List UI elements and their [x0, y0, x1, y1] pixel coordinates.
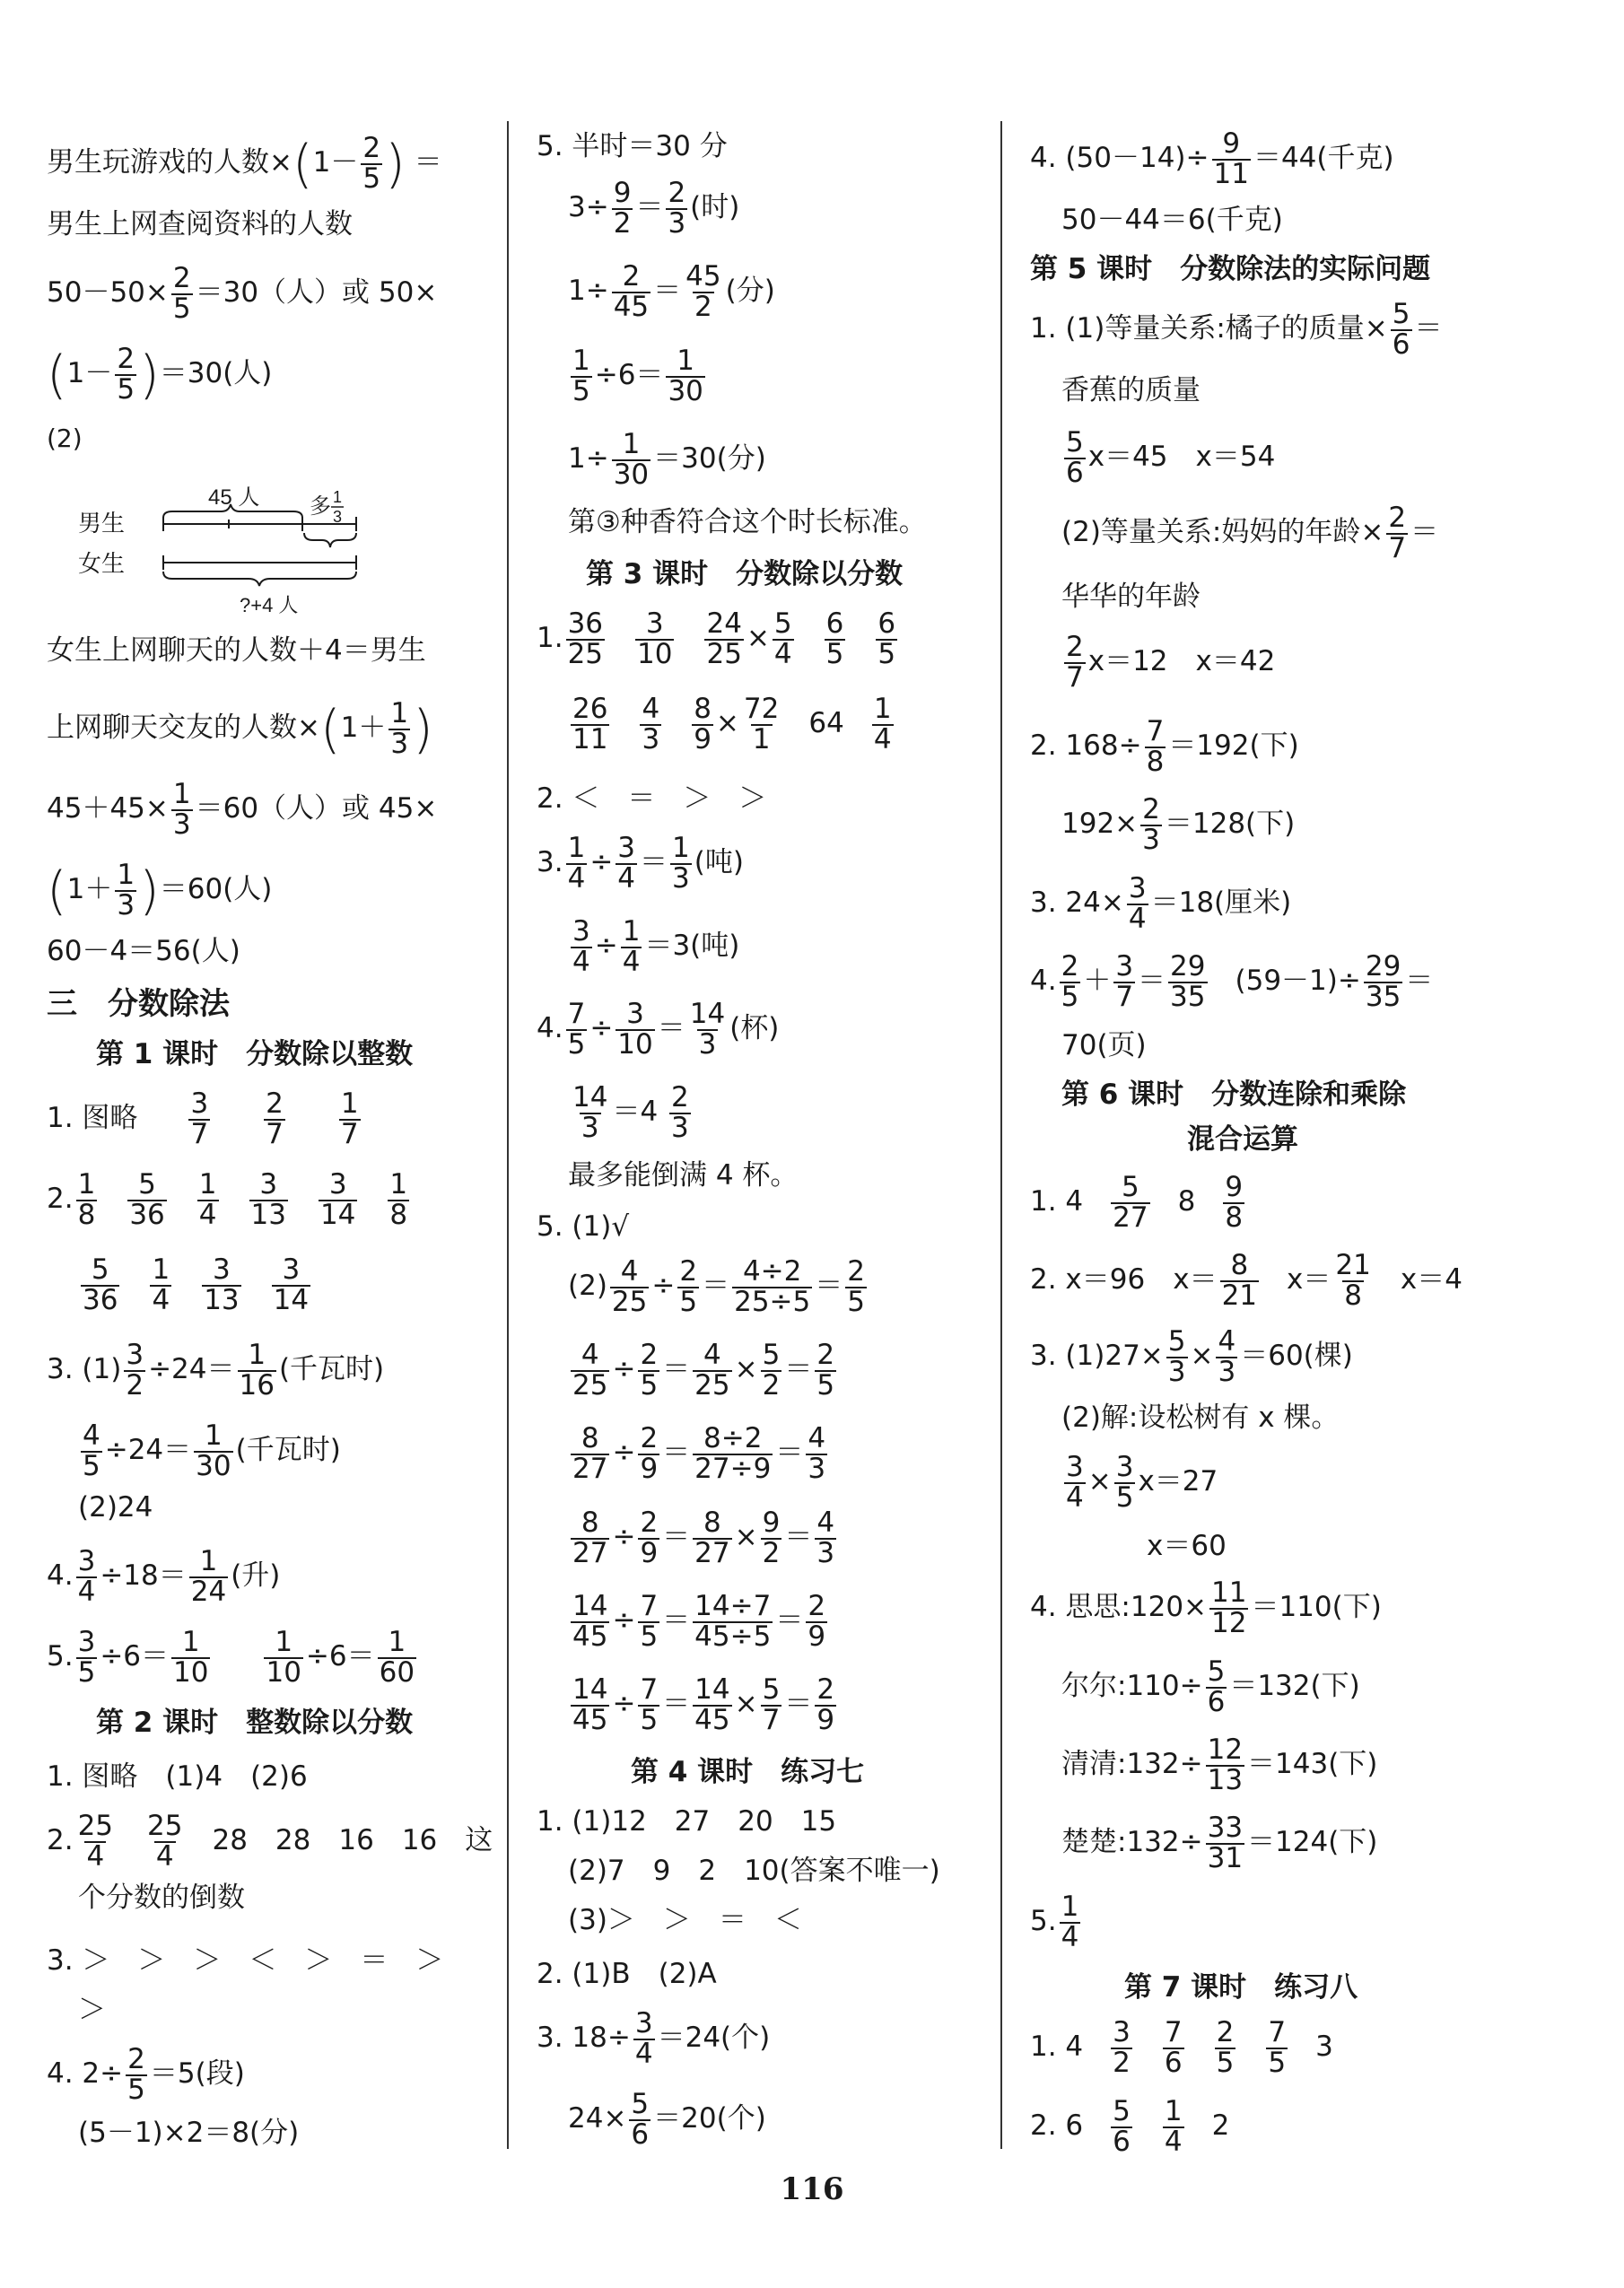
answer-line: 1. $\frac{36}{25}$ $\frac{3}{10}$ $\frac{24}{25}$ × $\frac{5}{4}$ $\frac{6}{5}$ $\frac{6}{5}$: [537, 607, 896, 670]
answer-line: $\frac{1}{5}$ ÷6＝ $\frac{1}{30}$: [572, 345, 703, 407]
answer-line: (5－1)×2＝8(分): [78, 2117, 300, 2149]
answer-line: $\frac{8}{27}$ ÷ $\frac{2}{9}$ ＝ $\frac{8}{27}$ × $\frac{9}{2}$ ＝ $\frac{4}{3}$: [572, 1506, 835, 1569]
svg-text:3: 3: [333, 508, 343, 526]
answer-line: 2. $\frac{25}{4}$ $\frac{25}{4}$ 28 28 16 16 这: [47, 1810, 493, 1873]
answer-line: 楚楚:132÷ $\frac{33}{31}$ ＝124(下): [1061, 1812, 1378, 1874]
answer-line: $\frac{3}{4}$ ÷ $\frac{1}{4}$ ＝3(吨): [572, 915, 740, 978]
answer-line: 2. ＜ ＝ ＞ ＞: [537, 782, 767, 815]
answer-line: 3. (1)27× $\frac{5}{3}$ × $\frac{4}{3}$ ＝60(棵): [1030, 1325, 1353, 1388]
diagram-top-label: 45 人: [208, 485, 260, 510]
answer-line: 1. 图略 $\frac{3}{7}$ $\frac{2}{7}$ $\frac{1}{7}$: [47, 1087, 359, 1150]
answer-line: (2)7 9 2 10(答案不唯一): [568, 1855, 940, 1887]
answer-line: (3)＞ ＞ ＝ ＜: [568, 1904, 802, 1936]
answer-line: 上网聊天交友的人数×(1＋ $\frac{1}{3}$ ): [47, 697, 433, 760]
answer-line: 2. 168÷ $\frac{7}{8}$ ＝192(下): [1030, 715, 1299, 778]
answer-line: 5. $\frac{1}{4}$: [1030, 1891, 1079, 1953]
answer-line: $\frac{26}{11}$ $\frac{4}{3}$ $\frac{8}{9}$ × $\frac{72}{1}$ 64 $\frac{1}{4}$: [572, 693, 892, 755]
answer-line: 1. 4 $\frac{3}{2}$ $\frac{7}{6}$ $\frac{2}{5}$ $\frac{7}{5}$ 3: [1030, 2016, 1333, 2079]
answer-line: 2. 6 $\frac{5}{6}$ $\frac{1}{4}$ 2: [1030, 2095, 1230, 2158]
answer-line: 70(页): [1061, 1029, 1147, 1061]
diagram-bottom-label: ?+4 人: [240, 594, 299, 616]
answer-line: 清清:132÷ $\frac{12}{13}$ ＝143(下): [1061, 1733, 1378, 1796]
answer-line: 香蕉的质量: [1061, 374, 1201, 406]
answer-line: 最多能倒满 4 杯。: [568, 1159, 799, 1192]
answer-line: (1－ $\frac{2}{5}$ )＝30(人): [47, 343, 273, 406]
answer-line: 华华的年龄: [1061, 581, 1201, 613]
diagram-more-label: 多: [310, 494, 331, 519]
answer-line: $\frac{14}{45}$ ÷ $\frac{7}{5}$ ＝ $\frac{14\div 7}{45\div 5}$ ＝ $\frac{2}{9}$: [572, 1590, 826, 1653]
answer-line: 4. 2÷ $\frac{2}{5}$ ＝5(段): [47, 2043, 245, 2106]
answer-line: 2. x＝96 x＝ $\frac{8}{21}$ x＝ $\frac{21}{8}$ x＝4: [1030, 1249, 1462, 1312]
answer-line: $\frac{5}{6}$ x＝45 x＝54: [1066, 426, 1276, 489]
answer-line: 4. (50－14)÷ $\frac{9}{11}$ ＝44(千克): [1030, 127, 1394, 190]
answer-line: 3÷ $\frac{9}{2}$ ＝ $\frac{2}{3}$ (时): [568, 177, 740, 240]
segment-diagram: [78, 477, 491, 621]
answer-line: 女生上网聊天的人数＋4＝男生: [47, 634, 426, 667]
answer-line: 4. $\frac{3}{4}$ ÷18＝ $\frac{1}{24}$ (升): [47, 1545, 281, 1608]
answer-line: 1÷ $\frac{2}{45}$ ＝ $\frac{45}{2}$ (分): [568, 260, 775, 323]
column-divider-left: [507, 121, 509, 2149]
answer-line: ＞: [78, 1994, 106, 2026]
answer-line: 60－4＝56(人): [47, 935, 240, 967]
answer-line: 3. $\frac{1}{4}$ ÷ $\frac{3}{4}$ ＝ $\frac{1}{3}$ (吨): [537, 832, 744, 895]
answer-line: 1. (1)等量关系:橘子的质量× $\frac{5}{6}$ ＝: [1030, 298, 1443, 361]
lesson-title: 第 4 课时 练习七: [631, 1756, 865, 1788]
page-number: 116: [780, 2171, 844, 2207]
answer-line: 个分数的倒数: [78, 1882, 245, 1914]
answer-line: 3. ＞ ＞ ＞ ＜ ＞ ＝ ＞: [47, 1944, 444, 1977]
column-divider-right: [1000, 121, 1002, 2149]
diagram-boy-label: 男生: [78, 510, 126, 537]
answer-line: 4. 思思:120× $\frac{11}{12}$ ＝110(下): [1030, 1576, 1382, 1639]
answer-line: 尔尔:110÷ $\frac{5}{6}$ ＝132(下): [1061, 1655, 1360, 1718]
answer-line: 1. (1)12 27 20 15: [537, 1805, 837, 1838]
answer-line: (2): [47, 424, 83, 453]
answer-line: 50－44＝6(千克): [1061, 204, 1283, 236]
answer-line: 1. 图略 (1)4 (2)6: [47, 1760, 308, 1793]
answer-line: 50－50× $\frac{2}{5}$ ＝30（人）或 50×: [47, 262, 438, 325]
answer-line: 4. $\frac{7}{5}$ ÷ $\frac{3}{10}$ ＝ $\frac{14}{3}$ (杯): [537, 998, 780, 1061]
answer-line: 3. 24× $\frac{3}{4}$ ＝18(厘米): [1030, 872, 1292, 935]
answer-line: 2. (1)B (2)A: [537, 1958, 717, 1990]
diagram-girl-label: 女生: [78, 550, 126, 577]
answer-line: 第③种香符合这个时长标准。: [568, 506, 927, 538]
bottom-brace: [163, 572, 356, 586]
answer-line: (2)24: [78, 1491, 153, 1524]
answer-line: $\frac{14}{3}$ ＝4 $\frac{2}{3}$: [572, 1081, 689, 1144]
answer-line: (2)等量关系:妈妈的年龄× $\frac{2}{7}$ ＝: [1061, 502, 1439, 564]
answer-line: 1. 4 $\frac{5}{27}$ 8 $\frac{9}{8}$: [1030, 1171, 1244, 1234]
answer-line: x＝60: [1147, 1530, 1227, 1562]
answer-line: $\frac{5}{36}$ $\frac{1}{4}$ $\frac{3}{13}$ $\frac{3}{14}$: [83, 1253, 310, 1316]
answer-line: 1÷ $\frac{1}{30}$ ＝30(分): [568, 428, 766, 491]
lesson-title: 第 2 课时 整数除以分数: [96, 1707, 414, 1739]
section-title: 三 分数除法: [47, 986, 230, 1022]
answer-line: 45＋45× $\frac{1}{3}$ ＝60（人）或 45×: [47, 778, 438, 841]
answer-line: 4. $\frac{2}{5}$ ＋ $\frac{3}{7}$ ＝ $\frac{29}{35}$ (59－1)÷ $\frac{29}{35}$ ＝: [1030, 950, 1434, 1013]
answer-line: 男生上网查阅资料的人数: [47, 208, 353, 240]
answer-line: 192× $\frac{2}{3}$ ＝128(下): [1061, 793, 1296, 856]
lesson-title: 第 5 课时 分数除法的实际问题: [1030, 253, 1431, 285]
lesson-title: 第 7 课时 练习八: [1124, 1971, 1358, 2004]
answer-line: 3. (1) $\frac{3}{2}$ ÷24＝ $\frac{1}{16}$ (千瓦时): [47, 1339, 385, 1402]
lesson-title: 第 3 课时 分数除以分数: [586, 558, 904, 590]
answer-line: 3. 18÷ $\frac{3}{4}$ ＝24(个): [537, 2007, 771, 2070]
answer-line: 男生玩游戏的人数×(1－ $\frac{2}{5}$ ) ＝: [47, 132, 442, 195]
answer-line: (1＋ $\frac{1}{3}$ )＝60(人): [47, 859, 273, 921]
answer-line: 5. (1)√: [537, 1210, 630, 1243]
answer-line: (2) $\frac{4}{25}$ ÷ $\frac{2}{5}$ ＝ $\frac{4\div 2}{25\div 5}$ ＝ $\frac{2}{5}$: [568, 1255, 865, 1318]
answer-line: $\frac{2}{7}$ x＝12 x＝42: [1066, 631, 1276, 694]
lesson-title: 第 1 课时 分数除以整数: [96, 1038, 414, 1070]
answer-line: 2. $\frac{1}{8}$ $\frac{5}{36}$ $\frac{1}{4}$ $\frac{3}{13}$ $\frac{3}{14}$ $\frac{1}{8}$: [47, 1168, 408, 1231]
answer-line: 24× $\frac{5}{6}$ ＝20(个): [568, 2088, 766, 2151]
lesson-title: 第 6 课时 分数连除和乘除: [1061, 1079, 1407, 1111]
answer-line: $\frac{4}{25}$ ÷ $\frac{2}{5}$ ＝ $\frac{4}{25}$ × $\frac{5}{2}$ ＝ $\frac{2}{5}$: [572, 1339, 835, 1402]
answer-line: 5. 半时＝30 分: [537, 130, 728, 162]
answer-line: 5. $\frac{3}{5}$ ÷6＝ $\frac{1}{10}$ $\frac{1}{10}$ ÷6＝ $\frac{1}{60}$: [47, 1626, 415, 1689]
answer-line: $\frac{8}{27}$ ÷ $\frac{2}{9}$ ＝ $\frac{8\div 2}{27\div 9}$ ＝ $\frac{4}{3}$: [572, 1422, 826, 1485]
more-brace: [304, 533, 356, 547]
answer-line: $\frac{4}{5}$ ÷24＝ $\frac{1}{30}$ (千瓦时): [83, 1419, 341, 1482]
answer-line: (2)解:设松树有 x 棵。: [1061, 1402, 1340, 1434]
svg-text:1: 1: [333, 488, 343, 506]
lesson-title: 混合运算: [1187, 1123, 1298, 1156]
answer-line: $\frac{3}{4}$ × $\frac{3}{5}$ x＝27: [1066, 1451, 1218, 1514]
answer-line: $\frac{14}{45}$ ÷ $\frac{7}{5}$ ＝ $\frac{14}{45}$ × $\frac{5}{7}$ ＝ $\frac{2}{9}$: [572, 1673, 835, 1736]
